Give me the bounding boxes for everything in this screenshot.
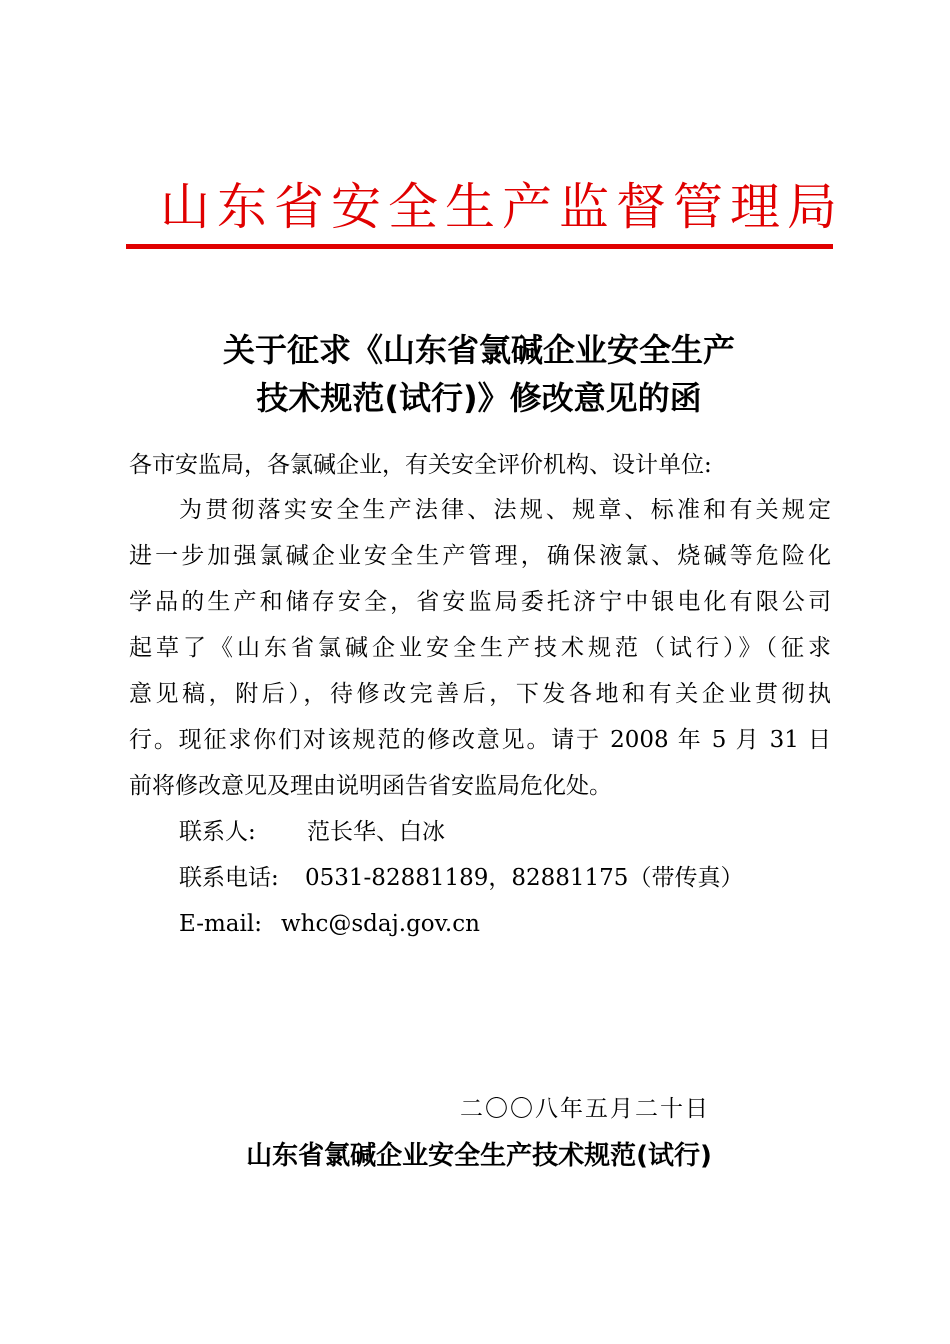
contact-person-value: 范长华、白冰 [307, 819, 445, 845]
attachment-title: 山东省氯碱企业安全生产技术规范(试行) [246, 1141, 712, 1171]
contact-person-label: 联系人: [179, 819, 256, 845]
paragraph-line: 起草了《山东省氯碱企业安全生产技术规范（试行）》（征求 [129, 635, 831, 661]
paragraph-line: 前将修改意见及理由说明函告省安监局危化处。 [129, 773, 612, 799]
paragraph-line: 行。现征求你们对该规范的修改意见。请于 2008 年 5 月 31 日 [129, 727, 831, 753]
document-title-line-2: 技术规范(试行)》修改意见的函 [256, 379, 702, 417]
contact-email-label: E-mail: [179, 911, 262, 937]
issue-date: 二〇〇八年五月二十日 [460, 1096, 710, 1122]
agency-letterhead: 山东省安全生产监督管理局 [160, 178, 844, 236]
document-title-line-1: 关于征求《山东省氯碱企业安全生产 [222, 331, 735, 369]
contact-email-row [179, 907, 480, 941]
salutation: 各市安监局，各氯碱企业，有关安全评价机构、设计单位: [129, 452, 712, 478]
contact-phone-row [179, 861, 743, 895]
paragraph-line: 意见稿，附后），待修改完善后，下发各地和有关企业贯彻执 [129, 681, 831, 707]
paragraph-line: 为贯彻落实安全生产法律、法规、规章、标准和有关规定 [179, 497, 831, 523]
contact-email-value[interactable]: whc@sdaj.gov.cn [281, 911, 480, 937]
paragraph-line: 进一步加强氯碱企业安全生产管理，确保液氯、烧碱等危险化 [129, 543, 831, 569]
paragraph-line: 学品的生产和储存安全，省安监局委托济宁中银电化有限公司 [129, 589, 831, 615]
contact-person-row [179, 815, 445, 849]
letterhead-red-rule [126, 244, 833, 249]
contact-phone-label: 联系电话: [179, 865, 279, 891]
contact-phone-value: 0531-82881189，82881175（带传真） [305, 865, 744, 891]
